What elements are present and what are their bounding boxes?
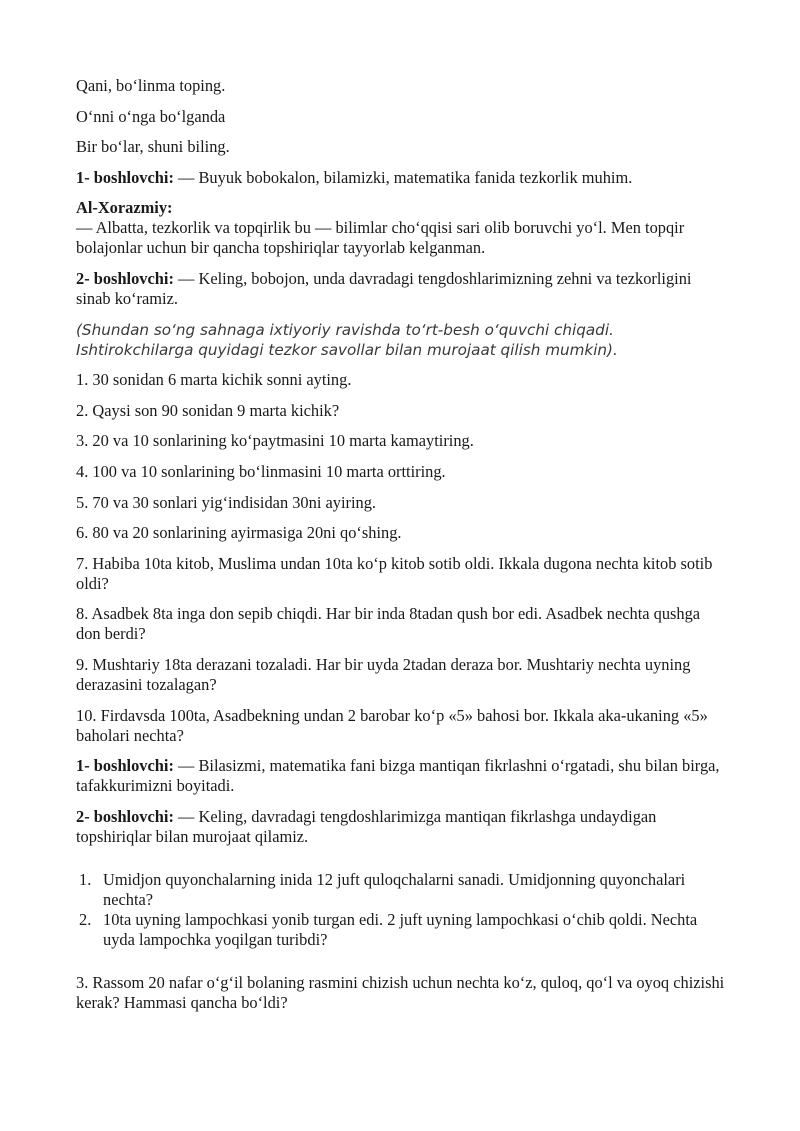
question-item: 10. Firdavsda 100ta, Asadbekning undan 2 barobar ko‘p «5» bahosi bor. Ikkala aka-ukaning «5» baholari nechta? — [76, 705, 708, 745]
list-item-text: 10ta uyning lampochkasi yonib turgan edi. 2 juft uyning lampochkasi o‘chib qoldi. Nechta uyda lampochka yoqilgan turibdi? — [103, 909, 698, 949]
list-item — [76, 910, 726, 950]
speaker-name: 2- boshlovchi: — [76, 268, 174, 288]
question-item: 8. Asadbek 8ta inga don sepib chiqdi. Har bir inda 8tadan qush bor edi. Asadbek nechta qushga don berdi? — [76, 604, 701, 644]
question-item: 3. Rassom 20 nafar o‘g‘il bolaning rasmini chizish uchun nechta ko‘z, quloq, qo‘l va oyoq chizishi kerak? Hammasi qancha bo‘ldi? — [76, 972, 725, 1012]
question-item: 1. 30 sonidan 6 marta kichik sonni ayting. — [76, 370, 352, 390]
dialog-line — [76, 756, 726, 796]
dialog-line — [76, 807, 726, 847]
poem-line: Bir bo‘lar, shuni biling. — [76, 137, 230, 157]
speaker-name: 2- boshlovchi: — [76, 806, 174, 826]
stage-direction: (Shundan so‘ng sahnaga ixtiyoriy ravishda to‘rt-besh o‘quvchi chiqadi. Ishtirokchilarga quyidagi tezkor savollar bilan murojaat qilish mumkin). — [76, 320, 618, 359]
question-item: 2. Qaysi son 90 sonidan 9 marta kichik? — [76, 400, 340, 420]
dialog-line — [76, 269, 726, 309]
dialog-text: — Keling, bobojon, unda davradagi tengdoshlarimizning zehni va tezkorligini sinab ko‘ramiz. — [76, 268, 692, 308]
question-item: 5. 70 va 30 sonlari yig‘indisidan 30ni ayiring. — [76, 492, 377, 512]
list-item — [76, 870, 726, 910]
dialog-text: — Albatta, tezkorlik va topqirlik bu — bilimlar cho‘qqisi sari olib boruvchi yo‘l. Men topqir bolajonlar uchun bir qancha topshiriqlar tayyorlab kelganman. — [76, 218, 685, 258]
dialog-text: — Keling, davradagi tengdoshlarimizga mantiqan fikrlashga undaydigan topshiriqlar bilan murojaat qilamiz. — [76, 806, 657, 846]
list-number: 1. — [79, 869, 92, 889]
poem-line: O‘nni o‘nga bo‘lganda — [76, 106, 226, 126]
question-item: 6. 80 va 20 sonlarining ayirmasiga 20ni qo‘shing. — [76, 523, 402, 543]
document-page — [76, 76, 726, 1023]
speaker-name: 1- boshlovchi: — [76, 756, 174, 776]
speaker-name: 1- boshlovchi: — [76, 167, 174, 187]
list-item-text: Umidjon quyonchalarning inida 12 juft quloqchalarni sanadi. Umidjonning quyonchalari nechta? — [103, 869, 686, 909]
dialog-line — [76, 198, 726, 258]
question-item: 9. Mushtariy 18ta derazani tozaladi. Har bir uyda 2tadan deraza bor. Mushtariy nechta uyning derazasini tozalagan? — [76, 654, 691, 694]
dialog-text: — Buyuk bobokalon, bilamizki, matematika fanida tezkorlik muhim. — [173, 167, 633, 187]
list-number: 2. — [79, 909, 92, 929]
question-item: 4. 100 va 10 sonlarining bo‘linmasini 10 marta orttiring. — [76, 461, 446, 481]
dialog-text: — Bilasizmi, matematika fani bizga mantiqan fikrlashni o‘rgatadi, shu bilan birga, tafakkurimizni boyitadi. — [76, 756, 720, 796]
question-item: 7. Habiba 10ta kitob, Muslima undan 10ta ko‘p kitob sotib oldi. Ikkala dugona nechta kitob sotib oldi? — [76, 553, 713, 593]
dialog-line — [76, 168, 726, 188]
question-item: 3. 20 va 10 sonlarining ko‘paytmasini 10 marta kamaytiring. — [76, 431, 474, 451]
speaker-name: Al-Xorazmiy: — [76, 198, 173, 218]
poem-line: Qani, bo‘linma toping. — [76, 76, 226, 95]
logic-task-list — [76, 870, 726, 950]
